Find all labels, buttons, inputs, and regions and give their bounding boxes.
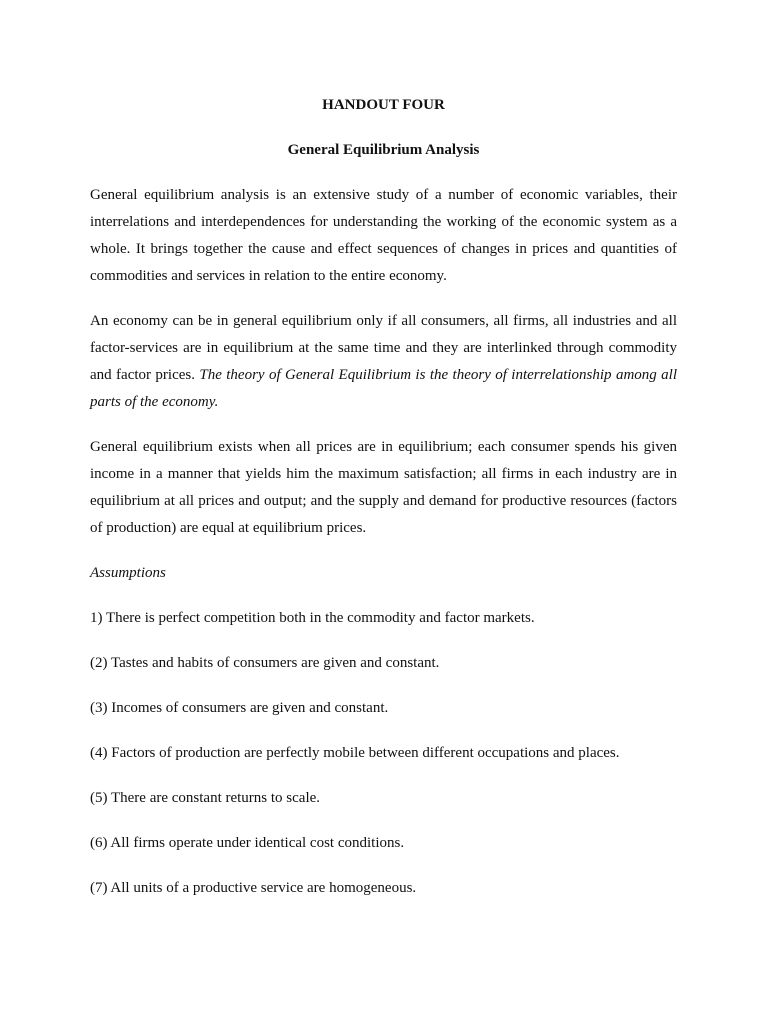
paragraph-definition: General equilibrium analysis is an extensive study of a number of economic variables, their interrelations and interdependences for understanding the working of the economic system as a whole. It brings together the cause and effect sequences of changes in prices and quantities of commodities and services in relation to the entire economy. <box>90 187 677 284</box>
assumption-item-1: 1) There is perfect competition both in the commodity and factor markets. <box>90 610 535 626</box>
assumption-item-7: (7) All units of a productive service are homogeneous. <box>90 880 417 896</box>
paragraph-conditions-text: An economy can be in general equilibrium only if all consumers, all firms, all industries and all factor-services are in equilibrium at the same time and they are interlinked through commodity and factor prices. <box>90 313 677 383</box>
document-title: HANDOUT FOUR <box>322 97 445 113</box>
assumption-item-3: (3) Incomes of consumers are given and constant. <box>90 700 389 716</box>
paragraph-conditions-emphasis: The theory of General Equilibrium is the theory of interrelationship among all parts of the economy. <box>90 367 677 410</box>
paragraph-conditions <box>90 308 677 416</box>
assumption-item-6: (6) All firms operate under identical cost conditions. <box>90 835 405 851</box>
assumption-item-4: (4) Factors of production are perfectly mobile between different occupations and places. <box>90 745 620 761</box>
document-page <box>90 92 677 902</box>
assumptions-heading: Assumptions <box>90 565 166 581</box>
assumption-item-2: (2) Tastes and habits of consumers are given and constant. <box>90 655 440 671</box>
paragraph-existence: General equilibrium exists when all prices are in equilibrium; each consumer spends his given income in a manner that yields him the maximum satisfaction; all firms in each industry are in equilibrium at all prices and output; and the supply and demand for productive resources (factors of production) are equal at equilibrium prices. <box>90 439 677 536</box>
assumption-item-5: (5) There are constant returns to scale. <box>90 790 321 806</box>
document-subtitle: General Equilibrium Analysis <box>287 142 480 158</box>
